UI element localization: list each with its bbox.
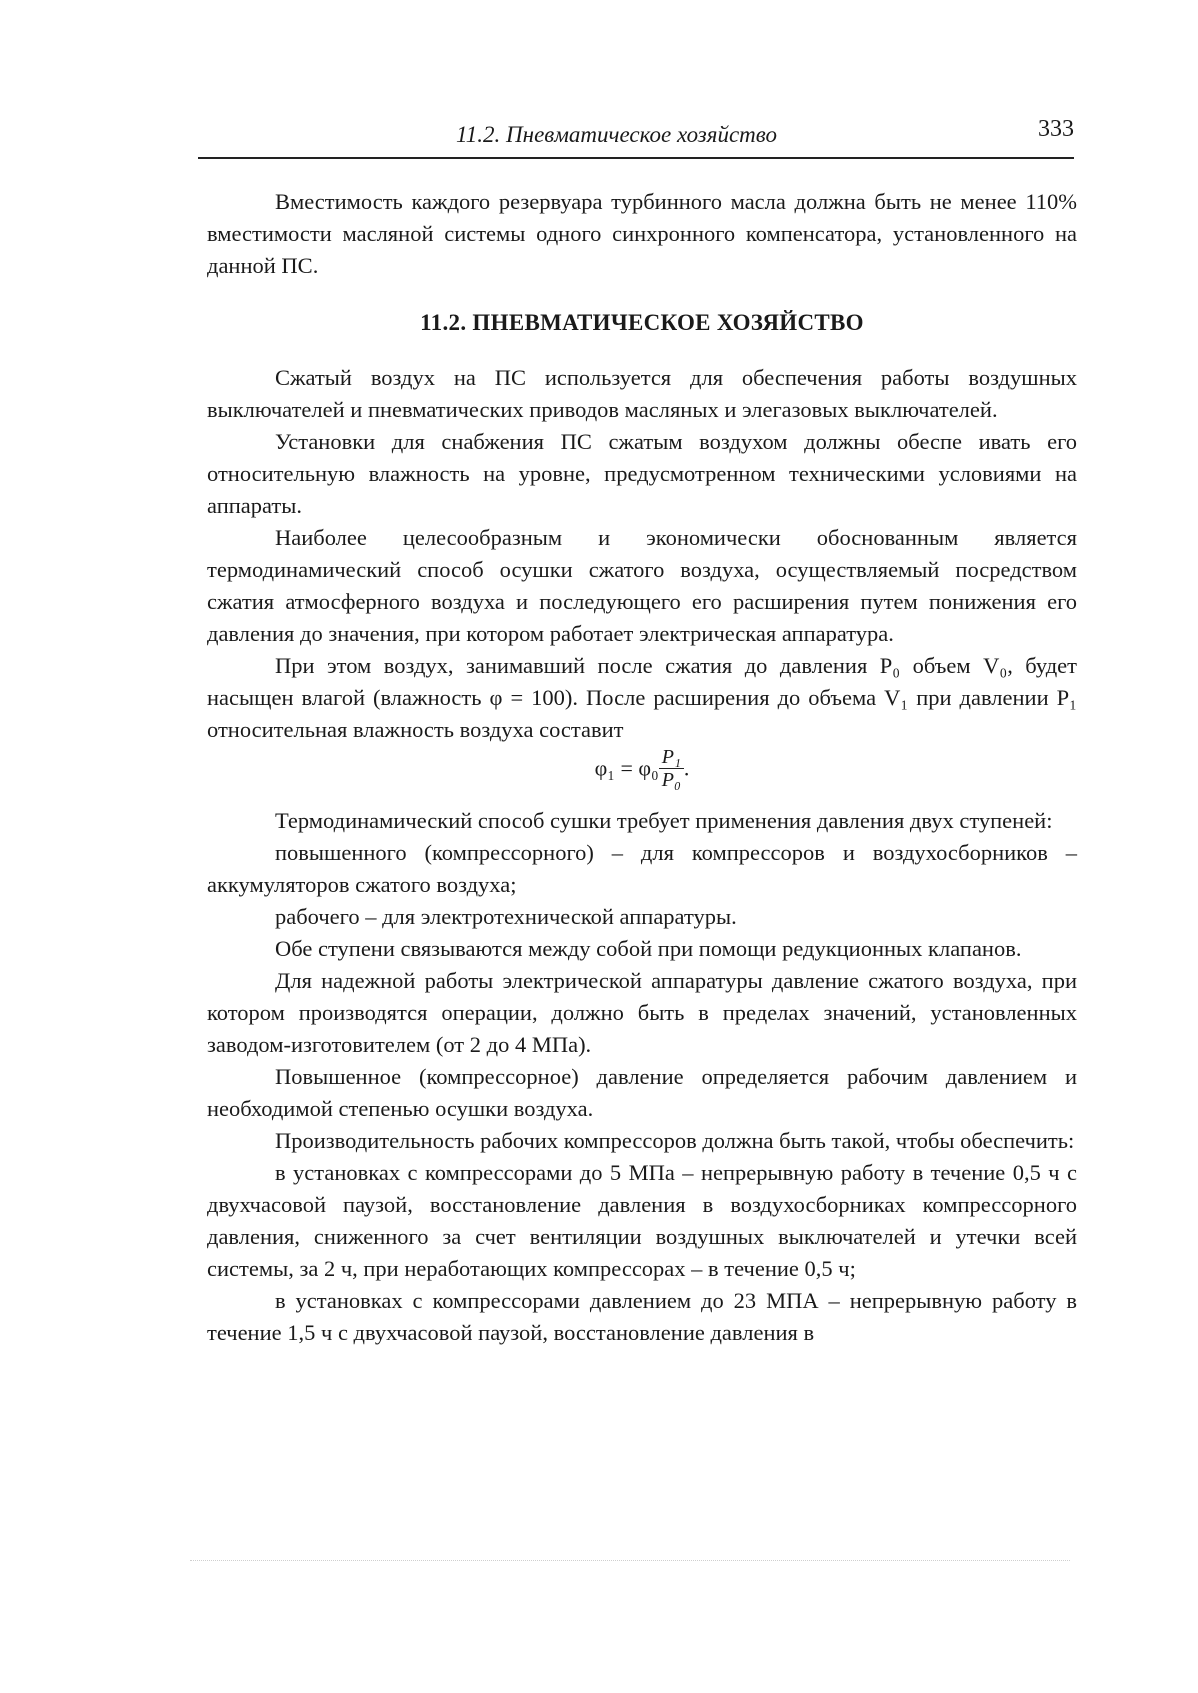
formula-denominator: P₀ — [661, 769, 681, 791]
body-text — [207, 186, 1077, 1349]
paragraph: Обе ступени связываются между собой при помощи редукционных клапанов. — [275, 936, 1022, 961]
paragraph: Установки для снабжения ПС сжатым воздухом должны обеспе ивать его относительную влажность на уровне, предусмотренном техническими условиями на аппараты. — [207, 429, 1077, 518]
paragraph: Термодинамический способ сушки требует применения давления двух ступеней: — [275, 808, 1053, 833]
running-title: 11.2. Пневматическое хозяйство — [456, 122, 777, 147]
paragraph: в установках с компрессорами до 5 МПа – непрерывную работу в течение 0,5 ч с двухчасовой паузой, восстановление давления в воздухосборниках компрессорного давления, сниженного за счет вентиляции воздушных выключателей и утечки всей системы, за 2 ч, при неработающих компрессорах – в течение 0,5 ч; — [207, 1160, 1077, 1281]
section-heading: 11.2. ПНЕВМАТИЧЕСКОЕ ХОЗЯЙСТВО — [420, 310, 864, 335]
paragraph: повышенного (компрессорного) – для компрессоров и воздухосборников – аккумуляторов сжатого воздуха; — [207, 840, 1077, 897]
formula-numerator: P₁ — [659, 746, 684, 769]
paragraph: Производительность рабочих компрессоров должна быть такой, чтобы обеспечить: — [275, 1128, 1075, 1153]
paragraph: Повышенное (компрессорное) давление определяется рабочим давлением и необходимой степенью осушки воздуха. — [207, 1064, 1077, 1121]
paragraph: Сжатый воздух на ПС используется для обеспечения работы воздушных выключателей и пневматических приводов масляных и элегазовых выключателей. — [207, 365, 1077, 422]
formula-trailing: . — [683, 755, 690, 781]
formula-fraction — [659, 746, 684, 791]
paragraph: При этом воздух, занимавший после сжатия до давления P₀ объем V₀, будет насыщен влагой (влажность φ = 100). После расширения до объема V₁ при давлении P₁ относительная влажность воздуха составит — [207, 653, 1077, 742]
page-number: 333 — [1038, 116, 1074, 142]
paragraph: в установках с компрессорами давлением до 23 МПА – непрерывную работу в течение 1,5 ч с двухчасовой паузой, восстановление давления в — [207, 1288, 1077, 1345]
paragraph: рабочего – для электротехнической аппаратуры. — [275, 904, 737, 929]
header-rule — [198, 157, 1074, 159]
running-header — [198, 108, 1074, 160]
humidity-formula — [207, 746, 1077, 791]
intro-paragraph: Вместимость каждого резервуара турбинного масла должна быть не менее 110% вместимости масляной системы одного синхронного компенсатора, установленного на данной ПС. — [207, 189, 1077, 278]
paragraph: Для надежной работы электрической аппаратуры давление сжатого воздуха, при котором производятся операции, должно быть в пределах значений, установленных заводом-изготовителем (от 2 до 4 МПа). — [207, 968, 1077, 1057]
formula-lhs: φ₁ = φ₀ — [594, 755, 659, 781]
scan-artifact-line — [190, 1560, 1070, 1561]
paragraph: Наиболее целесообразным и экономически обоснованным является термодинамический способ осушки сжатого воздуха, осуществляемый посредством сжатия атмосферного воздуха и последующего его расширения путем понижения его давления до значения, при котором работает электрическая аппаратура. — [207, 525, 1077, 646]
